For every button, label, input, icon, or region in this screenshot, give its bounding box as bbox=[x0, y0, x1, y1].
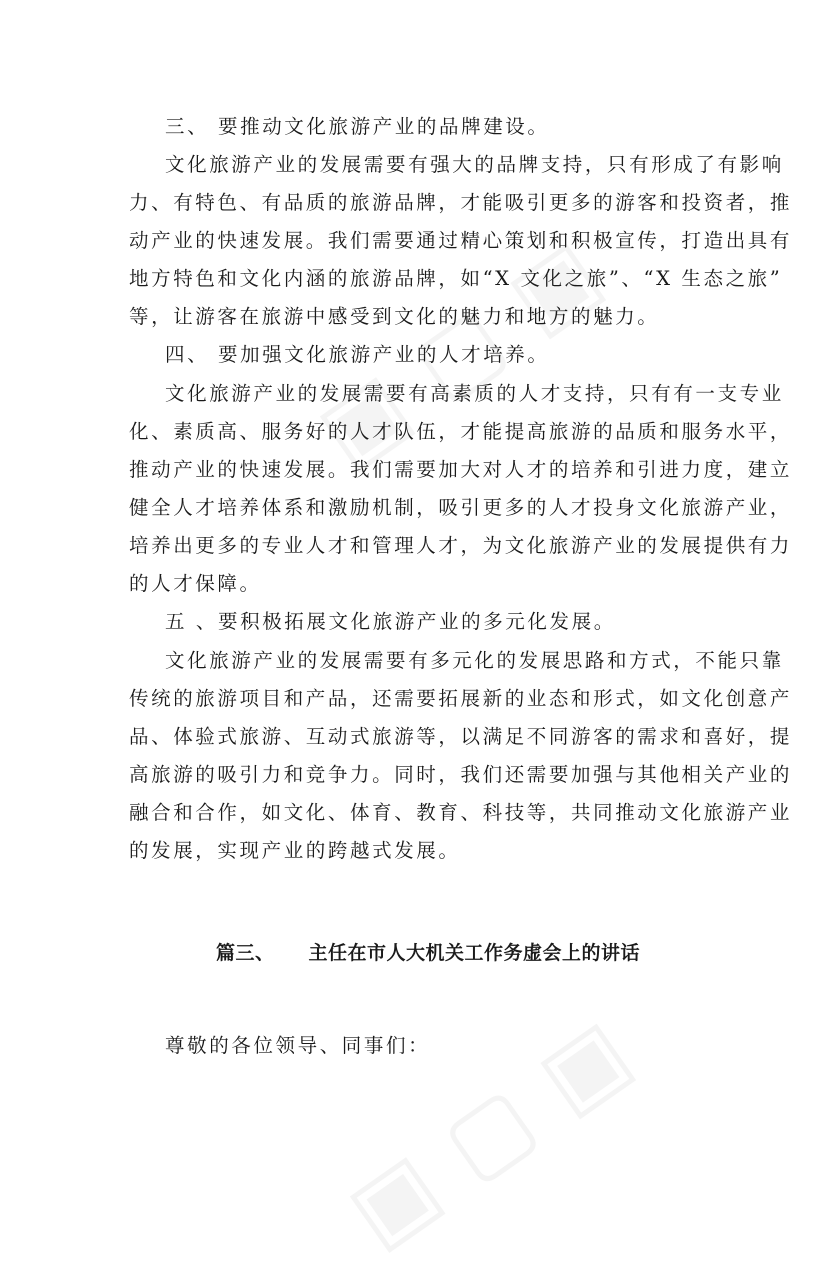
paragraph-line: 融合和合作，如文化、体育、教育、科技等，共同推动文化旅游产业 bbox=[129, 801, 793, 824]
paragraph-line: 推动产业的快速发展。我们需要加大对人才的培养和引进力度，建立 bbox=[129, 458, 793, 481]
paragraph-line: 地方特色和文化内涵的旅游品牌，如“X 文化之旅”、“X 生态之旅” bbox=[129, 267, 783, 290]
paragraph-line: 文化旅游产业的发展需要有高素质的人才支持，只有有一支专业 bbox=[165, 382, 784, 405]
paragraph-line: 力、有特色、有品质的旅游品牌，才能吸引更多的游客和投资者，推 bbox=[129, 191, 793, 214]
paragraph-line: 的发展，实现产业的跨越式发展。 bbox=[129, 839, 461, 862]
paragraph-line: 等，让游客在旅游中感受到文化的魅力和地方的魅力。 bbox=[129, 305, 660, 328]
section-heading: 三、 要推动文化旅游产业的品牌建设。 bbox=[165, 115, 550, 138]
paragraph-line: 高旅游的吸引力和竞争力。同时，我们还需要加强与其他相关产业的 bbox=[129, 763, 793, 786]
paragraph-line: 的人才保障。 bbox=[129, 572, 262, 595]
paragraph-line: 传统的旅游项目和产品，还需要拓展新的业态和形式，如文化创意产 bbox=[129, 687, 793, 710]
salutation: 尊敬的各位领导、同事们： bbox=[165, 1034, 431, 1057]
paragraph-line: 健全人才培养体系和激励机制，吸引更多的人才投身文化旅游产业， bbox=[129, 496, 793, 519]
article-title bbox=[216, 941, 640, 965]
paragraph-line: 化、素质高、服务好的人才队伍，才能提高旅游的品质和服务水平， bbox=[129, 420, 793, 443]
paragraph-line: 文化旅游产业的发展需要有强大的品牌支持，只有形成了有影响 bbox=[165, 153, 784, 176]
paragraph-line: 动产业的快速发展。我们需要通过精心策划和积极宣传，打造出具有 bbox=[129, 229, 793, 252]
section-heading: 五 、要积极拓展文化旅游产业的多元化发展。 bbox=[165, 610, 616, 633]
article-title-text: 主任在市人大机关工作务虚会上的讲话 bbox=[308, 942, 641, 964]
paragraph-line: 培养出更多的专业人才和管理人才，为文化旅游产业的发展提供有力 bbox=[129, 534, 793, 557]
section-heading: 四、 要加强文化旅游产业的人才培养。 bbox=[165, 343, 550, 366]
paragraph-line: 品、体验式旅游、互动式旅游等，以满足不同游客的需求和喜好，提 bbox=[129, 725, 793, 748]
paragraph-line: 文化旅游产业的发展需要有多元化的发展思路和方式，不能只靠 bbox=[165, 649, 784, 672]
article-label: 篇三、 bbox=[216, 942, 275, 964]
